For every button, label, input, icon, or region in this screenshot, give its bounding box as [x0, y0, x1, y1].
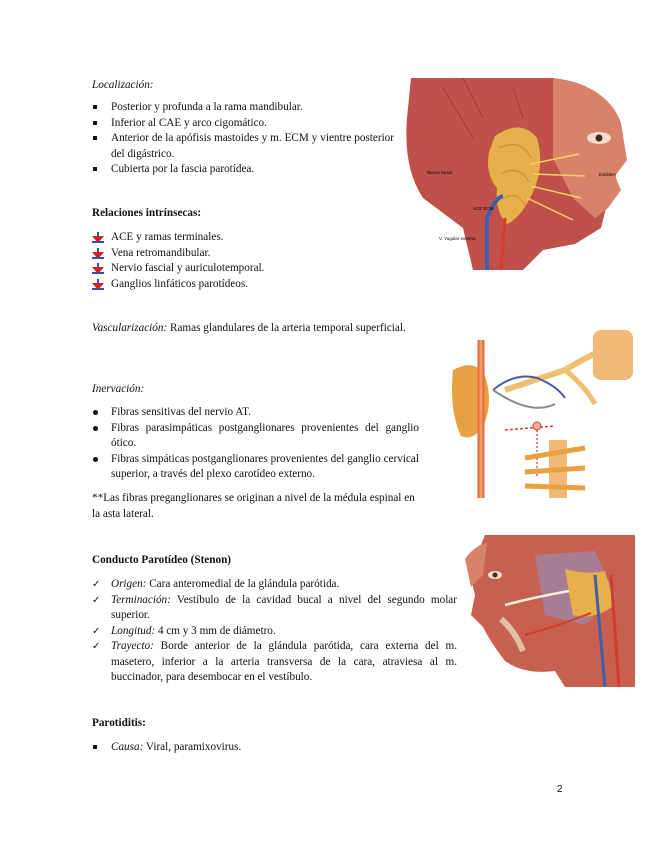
- list-item: ✓ Trayecto: Borde anterior de la glándula parótida, cara externa del m. masetero, inferior a la arteria transversa de la cara, atraviesa al m. buccinador, para desembocar en el vestíbulo.: [92, 639, 457, 686]
- conducto-list: [92, 577, 457, 686]
- arrow-bullet-icon: [92, 232, 104, 243]
- arrow-bullet-icon: [92, 263, 104, 274]
- list-item: Ganglios linfáticos parotídeos.: [92, 277, 394, 293]
- figure-label: ACE ECM: [473, 206, 494, 211]
- conducto-heading: Conducto Parotídeo (Stenon): [92, 554, 232, 566]
- inervacion-list: [92, 405, 419, 483]
- list-item: ✓ Longitud: 4 cm y 3 mm de diámetro.: [92, 624, 457, 640]
- parotid-duct-figure: [465, 535, 635, 687]
- relaciones-heading: Relaciones intrínsecas:: [92, 207, 202, 219]
- list-item: ✓ Origen: Cara anteromedial de la glándula parótida.: [92, 577, 457, 593]
- list-item: Posterior y profunda a la rama mandibular.: [92, 100, 394, 116]
- figure-label: V. Yugular externa: [439, 236, 476, 241]
- list-item: Nervio fascial y auriculotemporal.: [92, 261, 394, 277]
- arrow-bullet-icon: [92, 248, 104, 259]
- figure-label: Estilides: [599, 172, 616, 177]
- list-item: Fibras simpáticas postganglionares provenientes del ganglio cervical superior, a través del plexo carotídeo externo.: [92, 452, 419, 483]
- relaciones-list: [92, 230, 394, 292]
- localizacion-heading: Localización:: [92, 79, 154, 91]
- list-item: ✓ Terminación: Vestíbulo de la cavidad bucal a nivel del segundo molar superior.: [92, 593, 457, 624]
- list-item: Inferior al CAE y arco cigomático.: [92, 116, 394, 132]
- list-item: Fibras sensitivas del nervio AT.: [92, 405, 419, 421]
- list-item: Fibras parasimpáticas postganglionares provenientes del ganglio ótico.: [92, 421, 419, 452]
- localizacion-list: [92, 100, 394, 178]
- arrow-bullet-icon: [92, 279, 104, 290]
- page-number: 2: [557, 784, 563, 795]
- parotiditis-list: [92, 740, 422, 756]
- list-item: Causa: Viral, paramixovirus.: [92, 740, 422, 756]
- list-item: Cubierta por la fascia parotídea.: [92, 162, 394, 178]
- list-item: ACE y ramas terminales.: [92, 230, 394, 246]
- list-item: Vena retromandibular.: [92, 246, 394, 262]
- list-item: Anterior de la apófisis mastoides y m. ECM y vientre posterior del digástrico.: [92, 131, 394, 162]
- inervacion-note: **Las fibras preganglionares se originan a nivel de la médula espinal en la asta lateral.: [92, 492, 415, 520]
- inervacion-heading: Inervación:: [92, 383, 145, 395]
- innervation-schematic-figure: [445, 330, 635, 498]
- parotid-anatomy-figure: [403, 78, 633, 270]
- figure-label: Nervio facial: [427, 170, 452, 175]
- vascularizacion-paragraph: Vascularización: Ramas glandulares de la arteria temporal superficial.: [92, 322, 406, 334]
- parotiditis-heading: Parotiditis:: [92, 717, 146, 729]
